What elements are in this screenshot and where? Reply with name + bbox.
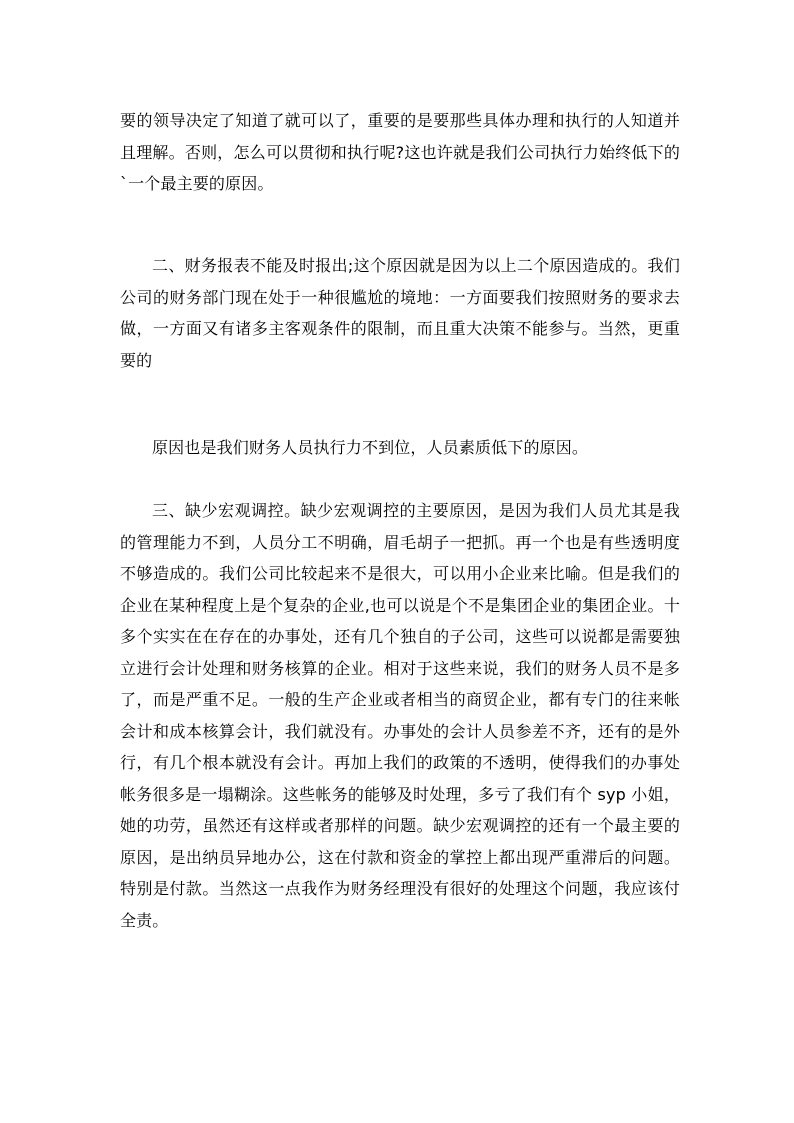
paragraph-staff-reason: 原因也是我们财务人员执行力不到位，人员素质低下的原因。 bbox=[152, 438, 589, 457]
paragraph-macro-control: 三、缺少宏观调控。缺少宏观调控的主要原因，是因为我们人员尤其是我的管理能力不到，人员分工不明确，眉毛胡子一把抓。再一个也是有些透明度不够造成的。我们公司比较起来不是很大，可以用小企业来比喻。但是我们的企业在某种程度上是个复杂的企业,也可以说是个不是集团企业的集团企业。十多个实实在在存在的办事处，还有几个独自的子公司，这些可以说都是需要独立进行会计处理和财务核算的企业。相对于这些来说，我们的财务人员不是多了，而是严重不足。一般的生产企业或者相当的商贸企业，都有专门的往来帐会计和成本核算会计，我们就没有。办事处的会计人员参差不齐，还有的是外行，有几个根本就没有会计。再加上我们的政策的不透明，使得我们的办事处帐务很多是一塌糊涂。这些帐务的能够及时处理，多亏了我们有个 syp 小姐，她的功劳，虽然还有这样或者那样的问题。缺少宏观调控的还有一个最主要的原因，是出纳员异地办公，这在付款和资金的掌控上都出现严重滞后的问题。特别是付款。当然这一点我作为财务经理没有很好的处理这个问题，我应该付全责。 bbox=[120, 501, 680, 930]
paragraph-continuation: 要的领导决定了知道了就可以了，重要的是要那些具体办理和执行的人知道并且理解。否则，怎么可以贯彻和执行呢?这也许就是我们公司执行力始终低下的`一个最主要的原因。 bbox=[120, 111, 680, 193]
paragraph-financial-reports: 二、财务报表不能及时报出;这个原因就是因为以上二个原因造成的。我们公司的财务部门现在处于一种很尴尬的境地：一方面要我们按照财务的要求去做，一方面又有诸多主客观条件的限制，而且重大决策不能参与。当然，更重要的 bbox=[120, 256, 680, 370]
